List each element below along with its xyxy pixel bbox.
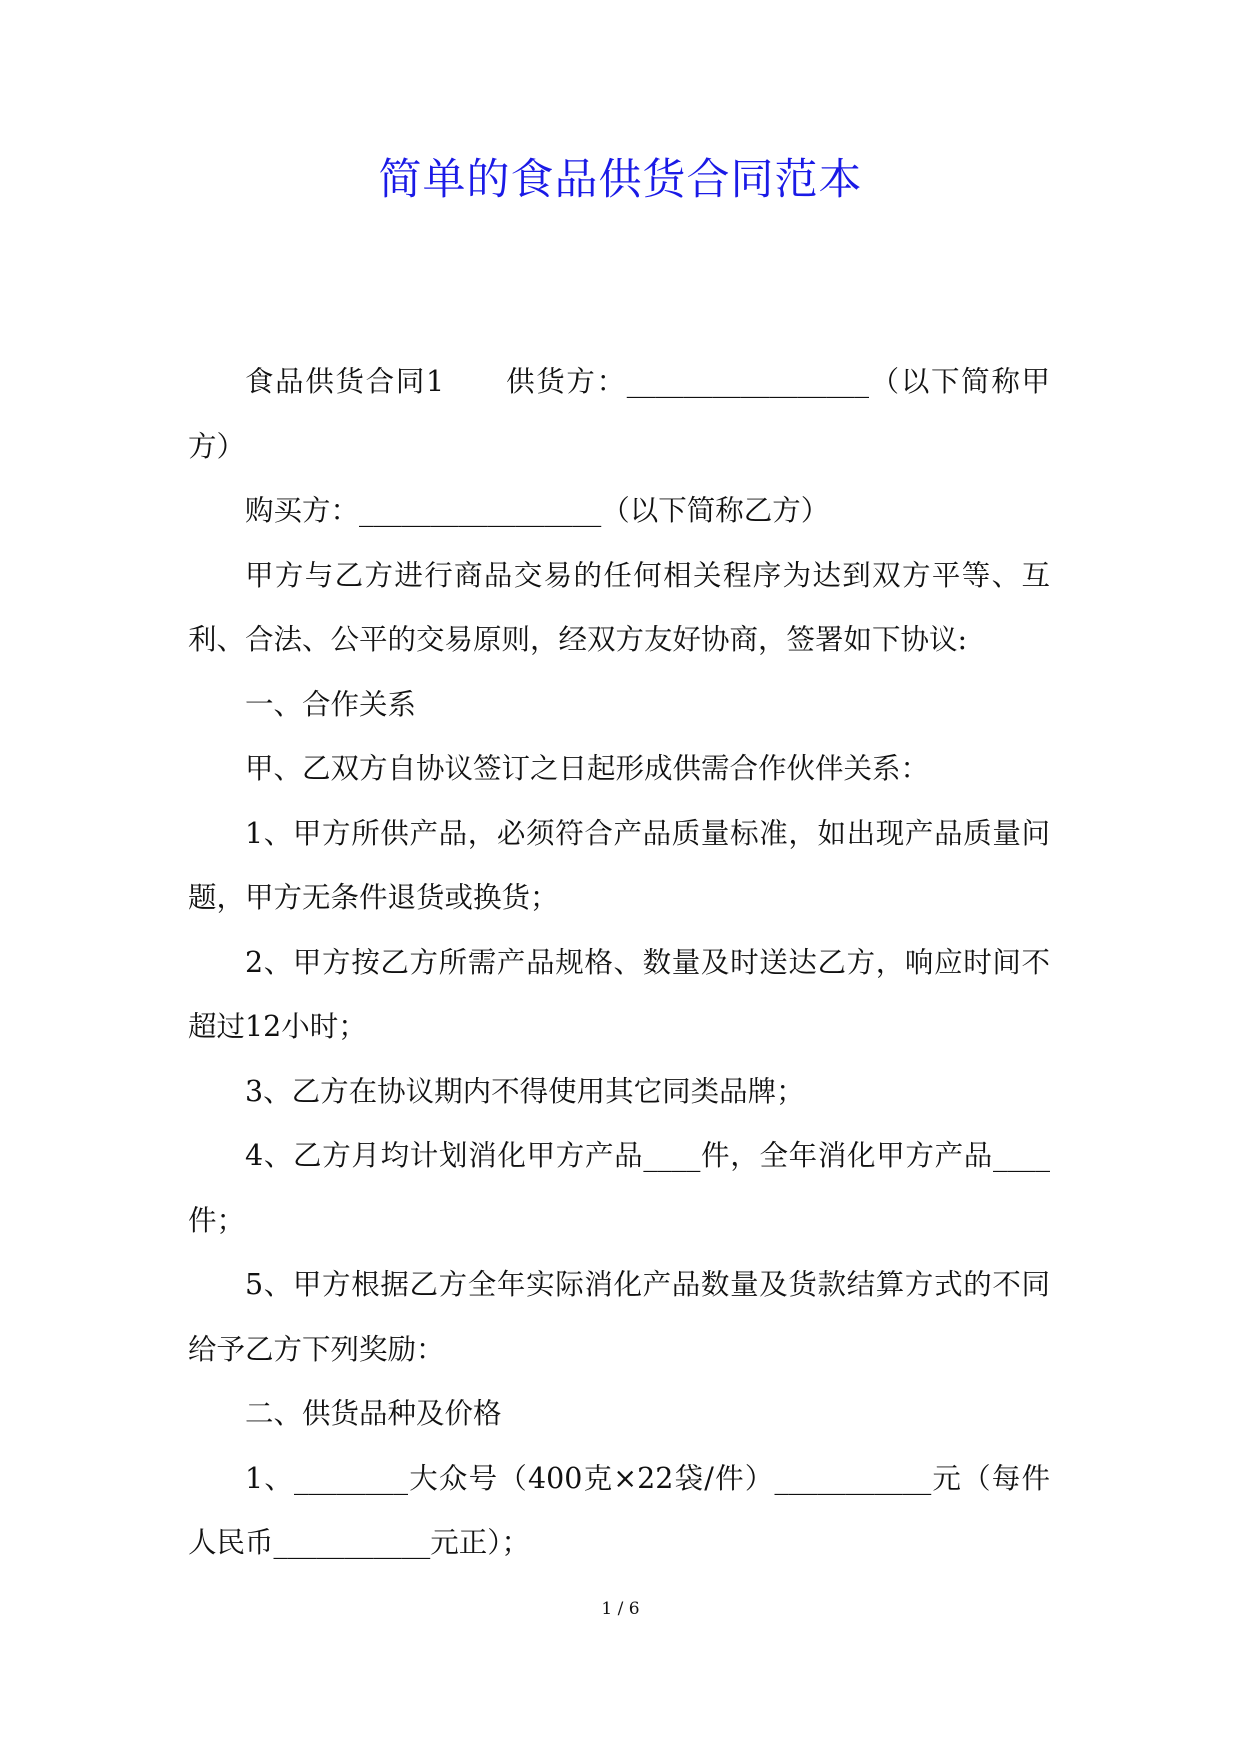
clause-2-delivery: 2、甲方按乙方所需产品规格、数量及时送达乙方，响应时间不超过12小时； — [188, 945, 1050, 1043]
section-heading-products-prices: 二、供货品种及价格 — [245, 1397, 502, 1430]
document-body — [188, 350, 1050, 1576]
clause-3-exclusivity: 3、乙方在协议期内不得使用其它同类品牌； — [245, 1074, 805, 1108]
clause-1-quality: 1、甲方所供产品，必须符合产品质量标准，如出现产品质量问题，甲方无条件退货或换货； — [188, 816, 1050, 914]
paragraph-supplier: 食品供货合同1 供货方：_________________（以下简称甲方） — [188, 365, 1050, 463]
paragraph-buyer: 购买方：_________________（以下简称乙方） — [245, 494, 830, 527]
page-number: 1 / 6 — [601, 1599, 640, 1619]
clause-5-rewards: 5、甲方根据乙方全年实际消化产品数量及货款结算方式的不同给予乙方下列奖励： — [188, 1268, 1050, 1366]
paragraph-preamble: 甲方与乙方进行商品交易的任何相关程序为达到双方平等、互利、合法、公平的交易原则，经双方友好协商，签署如下协议: — [188, 558, 1050, 656]
section-heading-cooperation: 一、合作关系 — [245, 687, 417, 721]
clause-product-1-price: 1、________大众号（400克×22袋/件）___________元（每件人民币___________元正）； — [188, 1461, 1050, 1559]
paragraph-partnership: 甲、乙双方自协议签订之日起形成供需合作伙伴关系： — [245, 752, 930, 785]
document-title: 简单的食品供货合同范本 — [378, 155, 863, 205]
clause-4-volume: 4、乙方月均计划消化甲方产品____件，全年消化甲方产品____件； — [188, 1139, 1050, 1237]
